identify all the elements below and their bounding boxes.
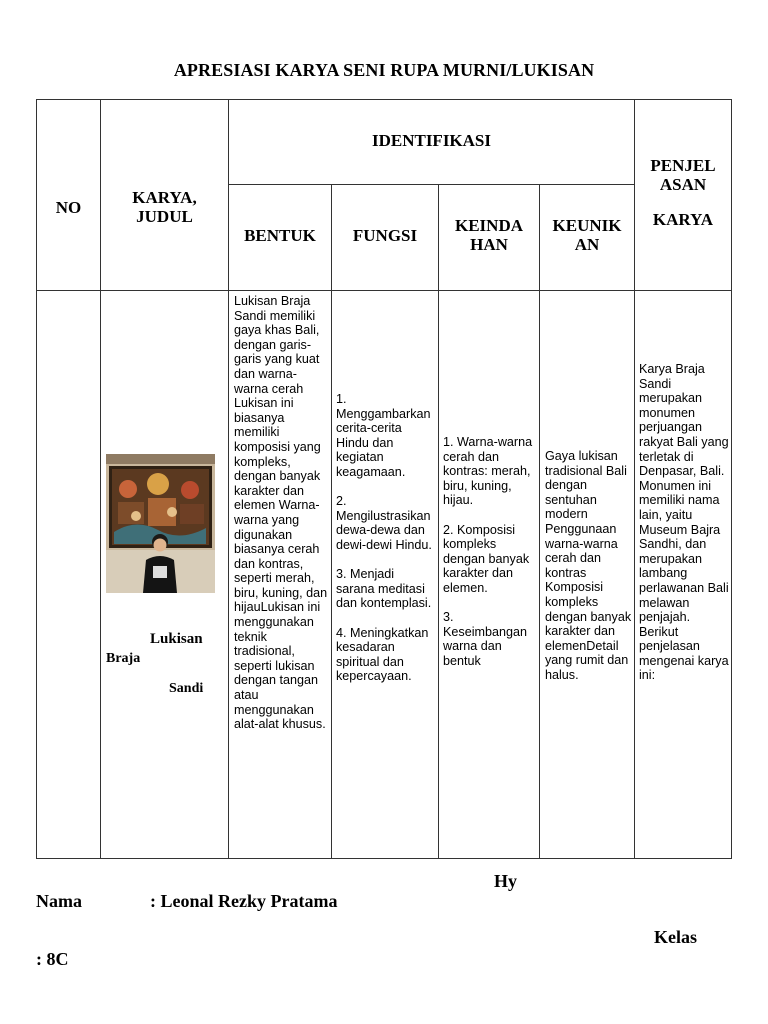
- header-fungsi: FUNGSI: [352, 226, 418, 245]
- bentuk-text: Lukisan Braja Sandi memiliki gaya khas Bali, dengan garis-garis yang kuat dan warna-warna cerah Lukisan ini biasanya memiliki komposisi yang kompleks, dengan banyak karakter dan elemen Warna-warna yang digunakan biasanya cerah dan kontras, seperti merah, biru, kuning, dan hijauLukisan ini menggunakan teknik tradisional, seperti lukisan dengan tangan atau menggunakan alat-alat khusus.: [234, 294, 328, 732]
- keunikan-text: Gaya lukisan tradisional Bali dengan sentuhan modern Penggunaan warna-warna cerah dan kontras Komposisi kompleks dengan banyak karakter dan elemenDetail yang rumit dan halus.: [545, 449, 632, 682]
- header-keindahan: KEINDA HAN: [454, 216, 523, 254]
- col-divider-5: [539, 184, 540, 859]
- identifikasi-divider: [228, 184, 634, 185]
- header-bentuk: BENTUK: [244, 226, 316, 245]
- col-divider-3: [331, 184, 332, 859]
- header-identifikasi: IDENTIFIKASI: [371, 131, 492, 150]
- keindahan-text: 1. Warna-warna cerah dan kontras: merah, biru, kuning, hijau. 2. Komposisi kompleks dengan banyak karakter dan elemen. 3. Keseimbangan warna dan bentuk: [443, 435, 533, 668]
- footer-kelas-label: Kelas: [654, 927, 697, 947]
- footer-kelas-value: : 8C: [36, 949, 69, 969]
- header-penjelasan: PENJEL ASAN: [650, 156, 716, 194]
- header-karya: KARYA: [652, 210, 714, 229]
- footer-hy: Hy: [494, 871, 518, 891]
- footer-nama-value: : Leonal Rezky Pratama: [150, 891, 338, 911]
- caption-lukisan: Lukisan: [150, 631, 203, 647]
- header-keunikan: KEUNIK AN: [552, 216, 622, 254]
- table-border-bottom: [36, 858, 732, 859]
- col-divider-4: [438, 184, 439, 859]
- header-no: NO: [55, 198, 82, 217]
- table-border-top: [36, 99, 732, 100]
- caption-braja: Braja: [106, 651, 141, 666]
- header-bottom-border: [36, 290, 732, 291]
- fungsi-text: 1. Menggambarkan cerita-cerita Hindu dan kegiatan keagamaan. 2. Mengilustrasikan dewa-dewa dan dewi-dewi Hindu. 3. Menjadi sarana meditasi dan kontemplasi. 4. Meningkatkan kesadaran spiritual dan kepercayaan.: [336, 392, 432, 684]
- artwork-photo: [106, 454, 215, 593]
- document-title: APRESIASI KARYA SENI RUPA MURNI/LUKISAN: [173, 60, 595, 80]
- header-karya-judul: KARYA, JUDUL: [132, 188, 197, 226]
- caption-sandi: Sandi: [169, 681, 204, 696]
- table-border-right: [731, 99, 732, 859]
- col-divider-2: [228, 99, 229, 859]
- penjelasan-text: Karya Braja Sandi merupakan monumen perjuangan rakyat Bali yang terletak di Denpasar, Bali. Monumen ini memiliki nama lain, yaitu Museum Bajra Sandhi, dan merupakan lambang perlawanan Bali melawan penjajah. Berikut penjelasan mengenai karya ini:: [639, 362, 729, 683]
- footer-nama-label: Nama: [36, 891, 82, 911]
